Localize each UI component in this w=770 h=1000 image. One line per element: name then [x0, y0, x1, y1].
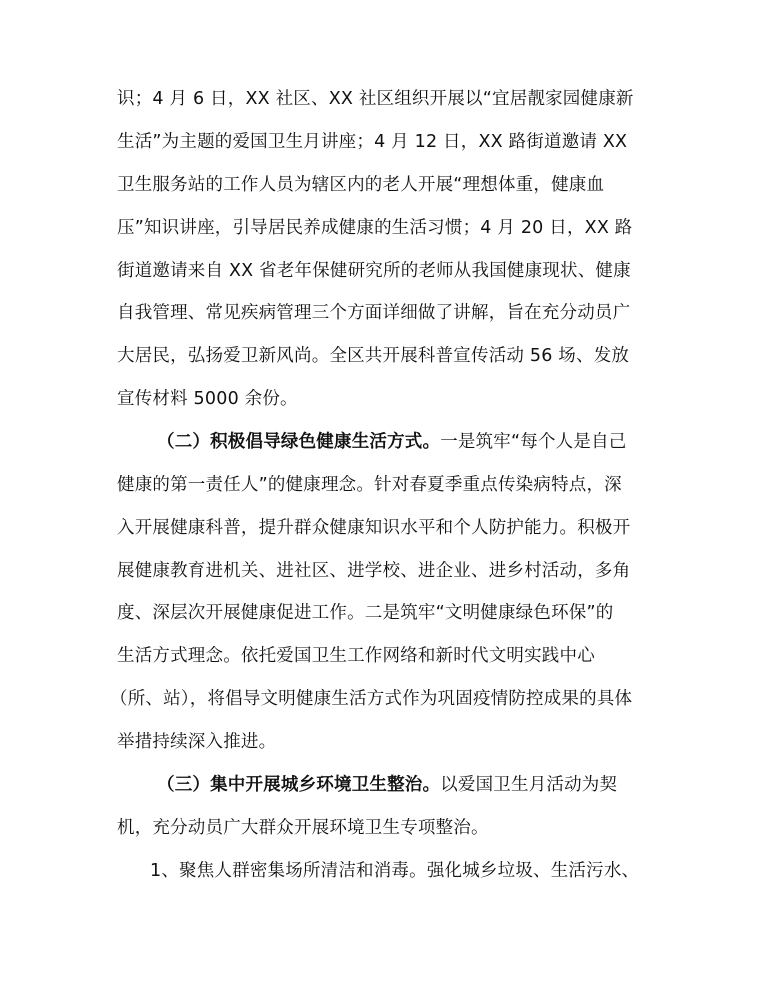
paragraph-line: 生活方式理念。依托爱国卫生工作网络和新时代文明实践中心	[117, 646, 595, 666]
section-heading-line	[157, 774, 617, 796]
paragraph-line: 度、深层次开展健康促进工作。二是筑牢“文明健康绿色环保”的	[117, 603, 614, 623]
paragraph-line: 大居民，弘扬爱卫新风尚。全区共开展科普宣传活动 56 场、发放	[117, 346, 630, 366]
list-item: 1、聚焦人群密集场所清洁和消毒。强化城乡垃圾、生活污水、	[150, 861, 640, 881]
paragraph-line: 举措持续深入推进。	[117, 732, 277, 752]
paragraph-line: 展健康教育进机关、进社区、进学校、进企业、进乡村活动，多角	[117, 561, 631, 581]
section-heading: （二）积极倡导绿色健康生活方式。	[157, 432, 441, 452]
paragraph-line: （所、站），将倡导文明健康生活方式作为巩固疫情防控成果的具体	[110, 689, 633, 709]
paragraph-line: 宣传材料 5000 余份。	[117, 389, 298, 409]
paragraph-line: 街道邀请来自 XX 省老年保健研究所的老师从我国健康现状、健康	[117, 261, 631, 281]
paragraph-line: 卫生服务站的工作人员为辖区内的老人开展“理想体重，健康血	[117, 175, 605, 195]
paragraph-line: 健康的第一责任人”的健康理念。针对春夏季重点传染病特点，深	[117, 475, 622, 495]
section-heading: （三）集中开展城乡环境卫生整治。	[157, 775, 441, 795]
paragraph-line: 入开展健康科普，提升群众健康知识水平和个人防护能力。积极开	[117, 518, 631, 538]
section-text: 一是筑牢“每个人是自己	[440, 432, 627, 452]
paragraph-line: 机，充分动员广大群众开展环境卫生专项整治。	[117, 818, 489, 838]
paragraph-line: 压”知识讲座，引导居民养成健康的生活习惯；4 月 20 日，XX 路	[117, 218, 633, 238]
paragraph-line: 自我管理、常见疾病管理三个方面详细做了讲解，旨在充分动员广	[117, 303, 631, 323]
paragraph-line: 识；4 月 6 日，XX 社区、XX 社区组织开展以“宜居靓家园健康新	[117, 89, 634, 109]
section-heading-line	[157, 431, 626, 453]
paragraph-line: 生活”为主题的爱国卫生月讲座；4 月 12 日，XX 路街道邀请 XX	[117, 132, 628, 152]
section-text: 以爱国卫生月活动为契	[440, 775, 618, 795]
